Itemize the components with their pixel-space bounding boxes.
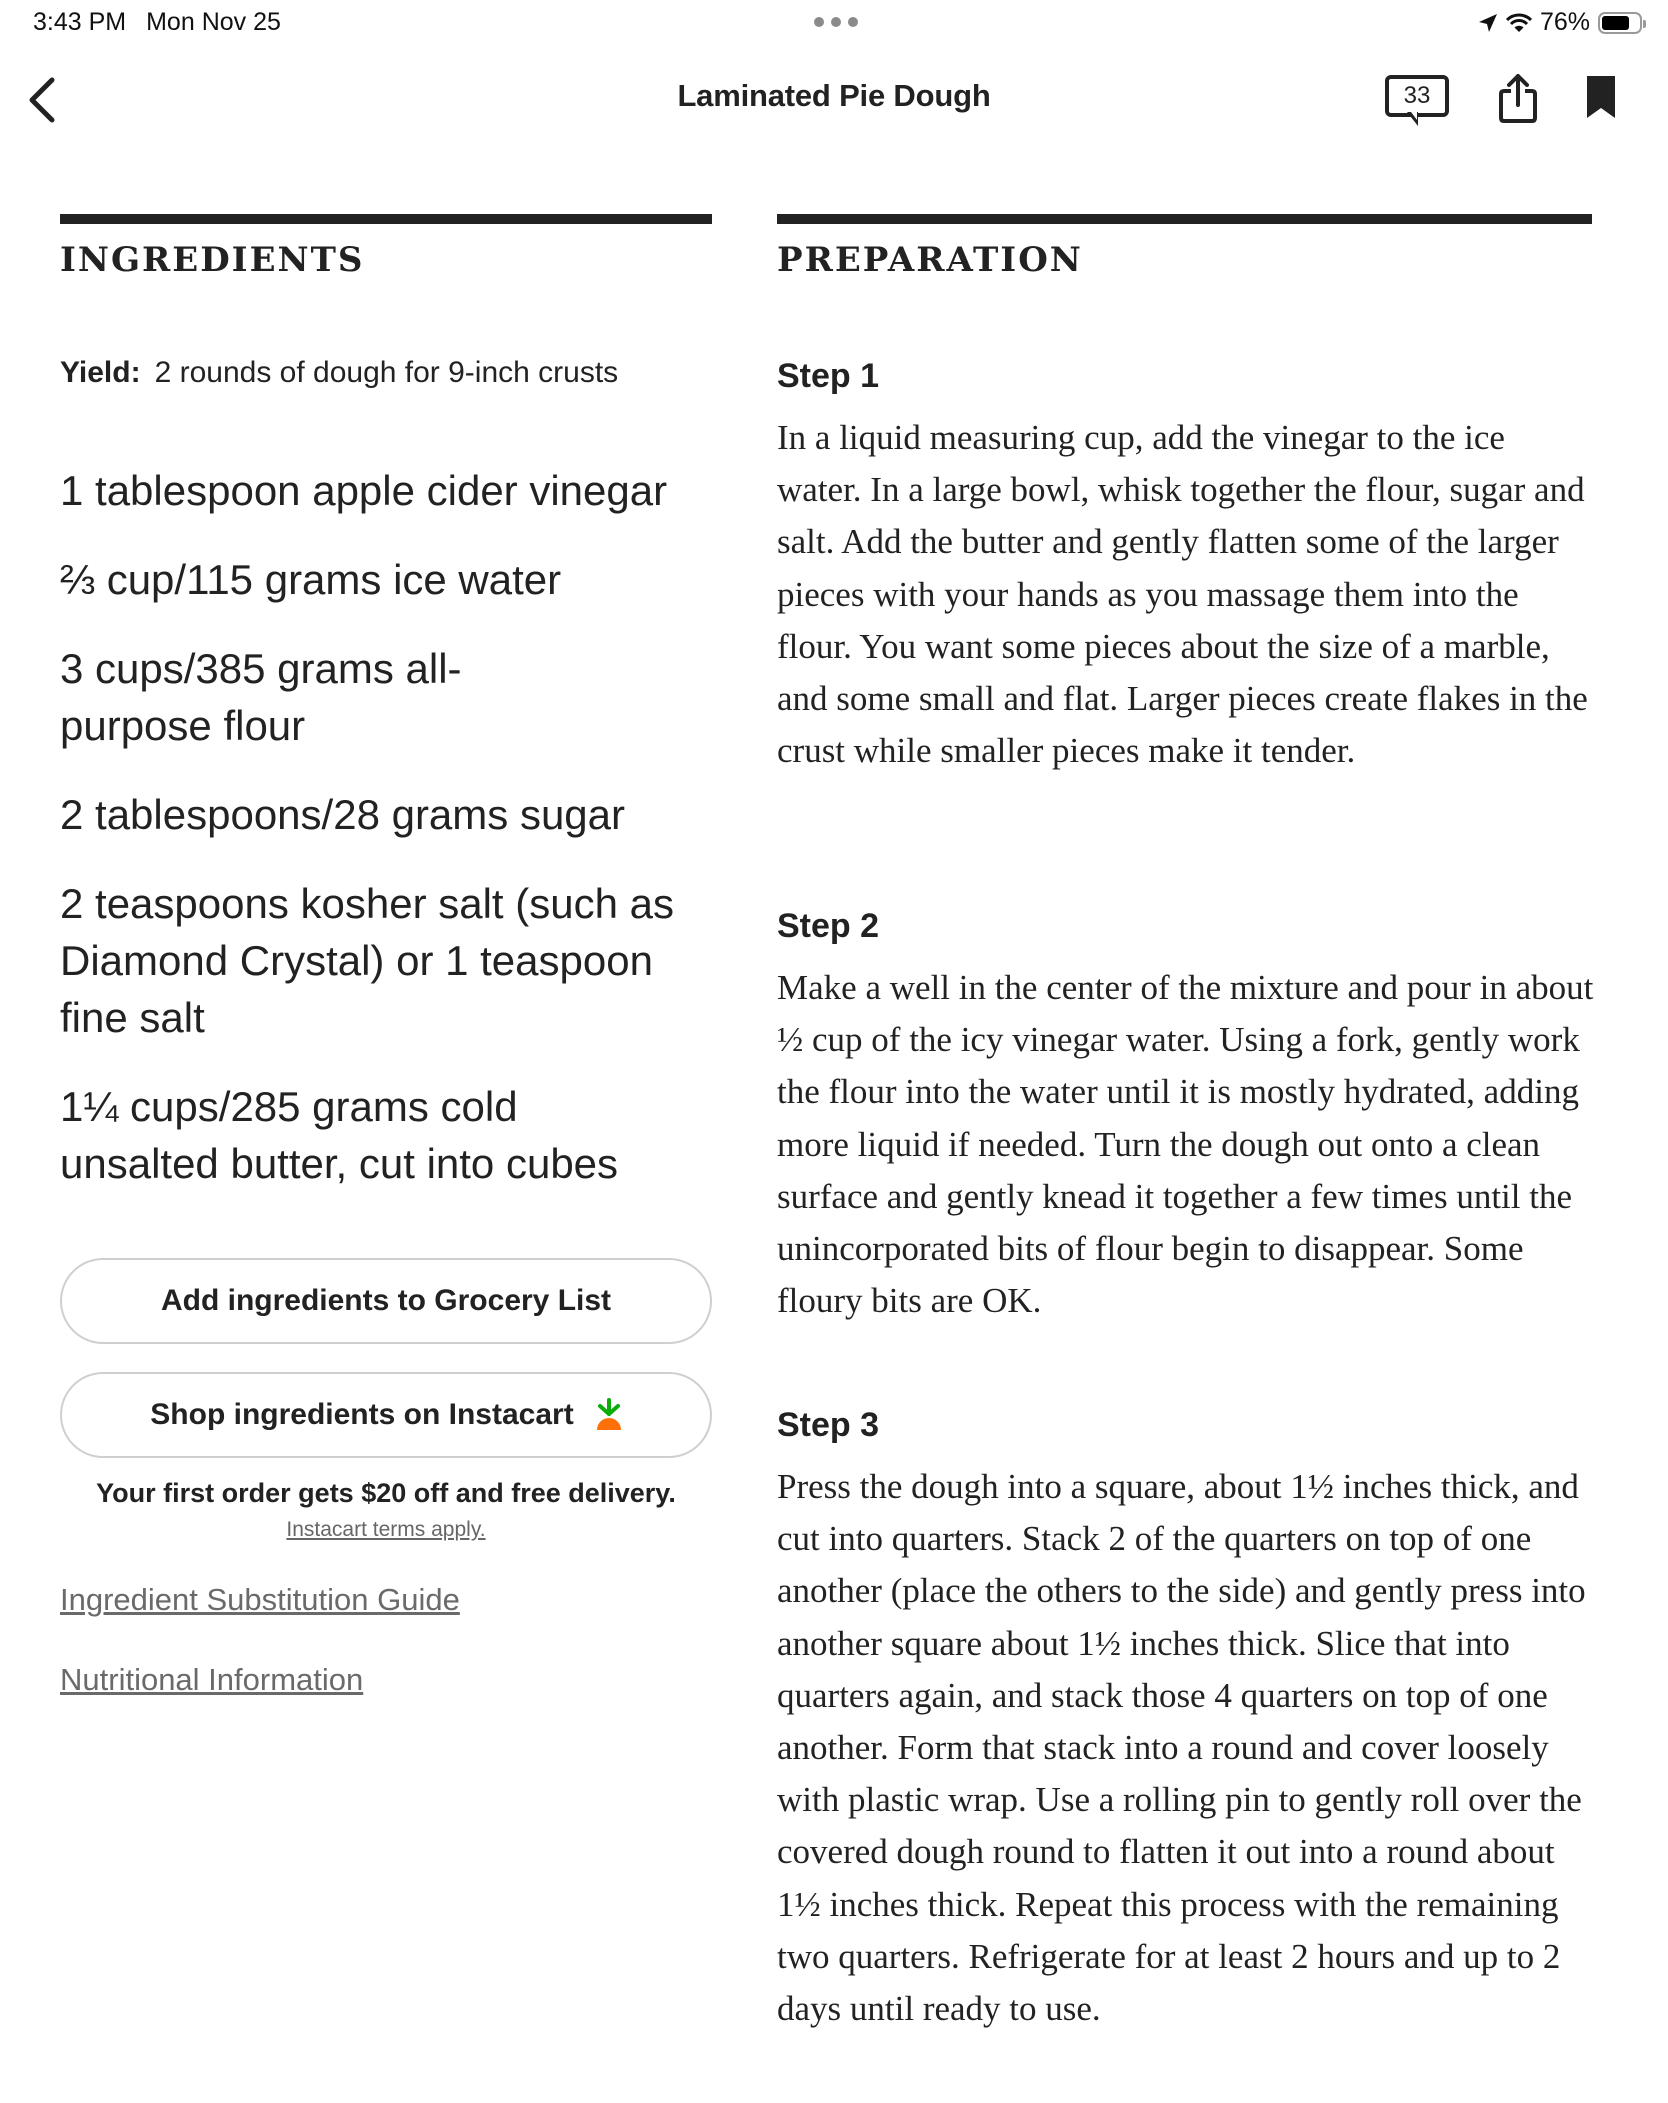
wifi-icon [1506, 13, 1532, 33]
add-to-grocery-list-button[interactable] [60, 1258, 712, 1344]
comment-count: 33 [1385, 75, 1449, 117]
status-bar-right [1478, 8, 1642, 37]
instacart-carrot-icon [596, 1398, 622, 1432]
step-title: Step 2 [777, 907, 880, 945]
step-text: In a liquid measuring cup, add the vinegar to the ice water. In a large bowl, whisk together the flour, sugar and salt. Add the butter and gently flatten some of the larger pieces with your hands as you massage them into the flour. You want some pieces about the size of a marble, and some small and flat. Larger pieces create flakes in the crust while smaller pieces make it tender. [777, 418, 1588, 771]
multitasking-dots-icon[interactable] [814, 17, 858, 27]
status-bar-left [33, 8, 281, 37]
ingredient-item: 1¼ cups/285 grams cold unsalted butter, cut into cubes [60, 1083, 619, 1187]
bookmark-button[interactable] [1586, 76, 1616, 120]
instacart-promo-text: Your first order gets $20 off and free delivery. [96, 1478, 676, 1508]
comment-bubble-icon [1405, 112, 1431, 130]
nutritional-information [60, 1662, 363, 1698]
comments-button[interactable] [1385, 75, 1453, 131]
ingredients-rule [60, 214, 712, 224]
yield-value: 2 rounds of dough for 9-inch crusts [154, 356, 619, 389]
battery-icon [1598, 12, 1642, 34]
add-to-grocery-list-label: Add ingredients to Grocery List [160, 1284, 612, 1317]
step-text: Press the dough into a square, about 1½ inches thick, and cut into quarters. Stack 2 of the quarters on top of one another (place the others to the side) and gently press into another square about 1½ inches thick. Slice that into quarters again, and stack those 4 quarters on top of one another. Form that stack into a round and cover loosely with plastic wrap. Use a rolling pin to gently roll over the covered dough round to flatten it out into a round about 1½ inches thick. Repeat this process with the remaining two quarters. Refrigerate for at least 2 hours and up to 2 days until ready to use. [777, 1467, 1586, 2029]
ingredients-heading: INGREDIENTS [60, 240, 365, 280]
battery-percent: 76% [1539, 8, 1590, 36]
nutritional-information-link[interactable]: Nutritional Information [60, 1662, 364, 1697]
substitution-guide [60, 1582, 460, 1618]
share-button[interactable] [1498, 72, 1538, 124]
share-icon [1498, 72, 1538, 124]
ingredient-item: 2 teaspoons kosher salt (such as Diamond Crystal) or 1 teaspoon fine salt [60, 880, 675, 1041]
location-arrow-icon [1478, 13, 1498, 33]
page-title: Laminated Pie Dough [677, 78, 991, 113]
shop-instacart-button[interactable] [60, 1372, 712, 1458]
preparation-rule [777, 214, 1592, 224]
yield [60, 356, 618, 390]
shop-instacart-label: Shop ingredients on Instacart [150, 1398, 574, 1431]
instacart-terms [60, 1518, 712, 1542]
substitution-guide-link[interactable]: Ingredient Substitution Guide [60, 1582, 460, 1617]
instacart-terms-link[interactable]: Instacart terms apply. [286, 1518, 486, 1541]
step-title: Step 1 [777, 357, 880, 395]
preparation-heading: PREPARATION [777, 240, 1083, 280]
ingredient-list [60, 462, 720, 1224]
status-date: Mon Nov 25 [146, 8, 281, 36]
ingredient-item: 2 tablespoons/28 grams sugar [60, 791, 626, 838]
ingredient-item: 3 cups/385 grams all-purpose flour [60, 645, 462, 749]
ingredient-item: ⅔ cup/115 grams ice water [60, 556, 562, 603]
step-text: Make a well in the center of the mixture and pour in about ½ cup of the icy vinegar water. Using a fork, gently work the flour into the water until it is mostly hydrated, adding more liquid if needed. Turn the dough out onto a clean surface and gently knead it together a few times until the unincorporated bits of flour begin to disappear. Some floury bits are OK. [777, 968, 1594, 1321]
bookmark-icon [1586, 76, 1616, 120]
yield-label: Yield: [60, 356, 141, 389]
step-title: Step 3 [777, 1406, 880, 1444]
status-time: 3:43 PM [33, 8, 127, 36]
ingredient-item: 1 tablespoon apple cider vinegar [60, 467, 668, 514]
